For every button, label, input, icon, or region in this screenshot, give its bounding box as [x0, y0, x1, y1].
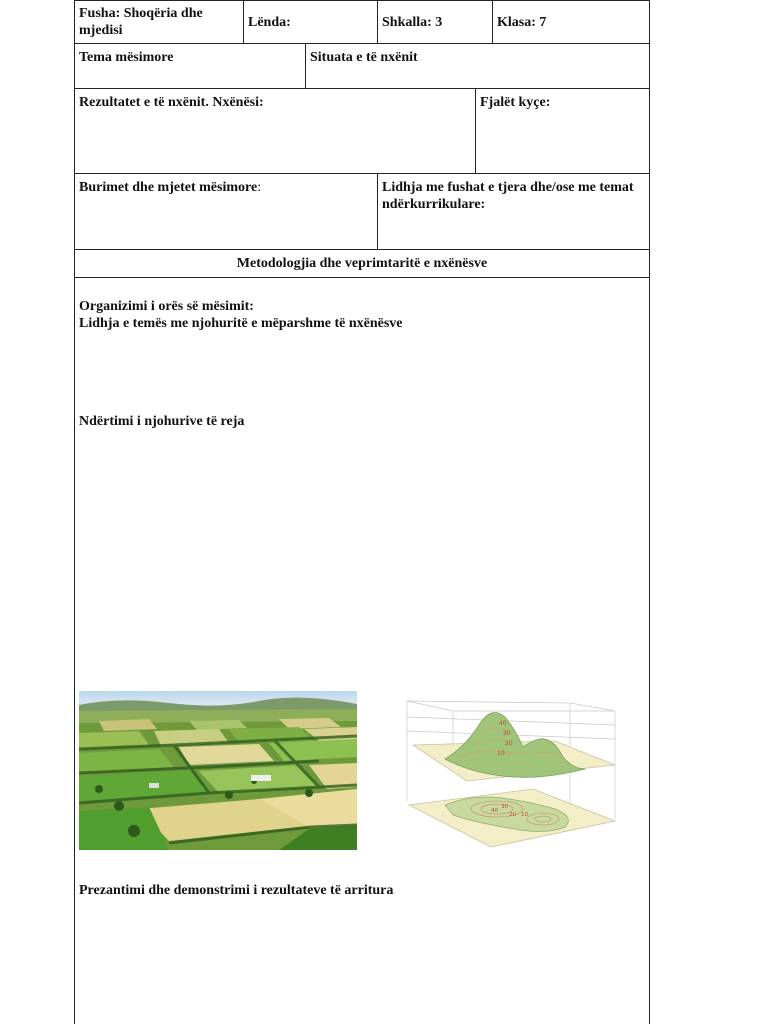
fusha-cell — [75, 0, 243, 39]
klasa-label: Klasa: 7 — [497, 15, 547, 30]
burimet-colon: : — [257, 180, 262, 195]
ndertimi-label: Ndërtimi i njohurive të reja — [79, 414, 245, 429]
burimet-cell — [75, 174, 377, 196]
lidhja-cell — [378, 174, 649, 213]
prezantimi-label: Prezantimi dhe demonstrimi i rezultateve të arritura — [79, 883, 394, 898]
metodologjia-label: Metodologjia dhe veprimtaritë e nxënësve — [236, 256, 488, 271]
contour-label-20: 20 — [505, 740, 513, 747]
tema-label: Tema mësimore — [79, 50, 174, 65]
tema-cell — [75, 44, 305, 66]
contour-label-10: 10 — [497, 750, 505, 757]
map-label-10: 10 — [521, 812, 528, 818]
contour-relief-diagram — [405, 697, 617, 853]
lenda-label: Lënda: — [248, 15, 291, 30]
prezantimi-heading — [79, 882, 393, 899]
rezultatet-label: Rezultatet e të nxënit. Nxënësi: — [79, 95, 264, 110]
klasa-cell — [493, 9, 649, 31]
situata-cell — [306, 44, 649, 66]
ndertimi-heading — [79, 413, 244, 430]
fusha-label: Fusha: Shoqëria dhe mjedisi — [79, 6, 203, 38]
metodologjia-heading — [75, 250, 649, 272]
fjalet-cell — [476, 89, 649, 111]
contour-label-40: 40 — [499, 720, 507, 727]
lenda-cell — [244, 9, 377, 31]
lidhja-label: Lidhja me fushat e tjera dhe/ose me temat ndërkurrikulare: — [382, 180, 634, 212]
contour-label-30: 30 — [503, 730, 511, 737]
burimet-label: Burimet dhe mjetet mësimore — [79, 180, 258, 195]
organizimi-label: Organizimi i orës së mësimit: — [79, 299, 254, 314]
landscape-photo — [79, 691, 357, 850]
shkalla-label: Shkalla: 3 — [382, 15, 443, 30]
rezultatet-cell — [75, 89, 475, 111]
organizimi-heading — [79, 298, 403, 332]
shkalla-cell — [378, 9, 492, 31]
lidhja-temes-label: Lidhja e temës me njohuritë e mëparshme të nxënësve — [79, 316, 403, 331]
map-label-20: 20 — [509, 812, 516, 818]
situata-label: Situata e të nxënit — [310, 50, 418, 65]
fjalet-label: Fjalët kyçe: — [480, 95, 551, 110]
map-label-40: 40 — [491, 808, 498, 814]
map-label-30: 30 — [501, 804, 508, 810]
